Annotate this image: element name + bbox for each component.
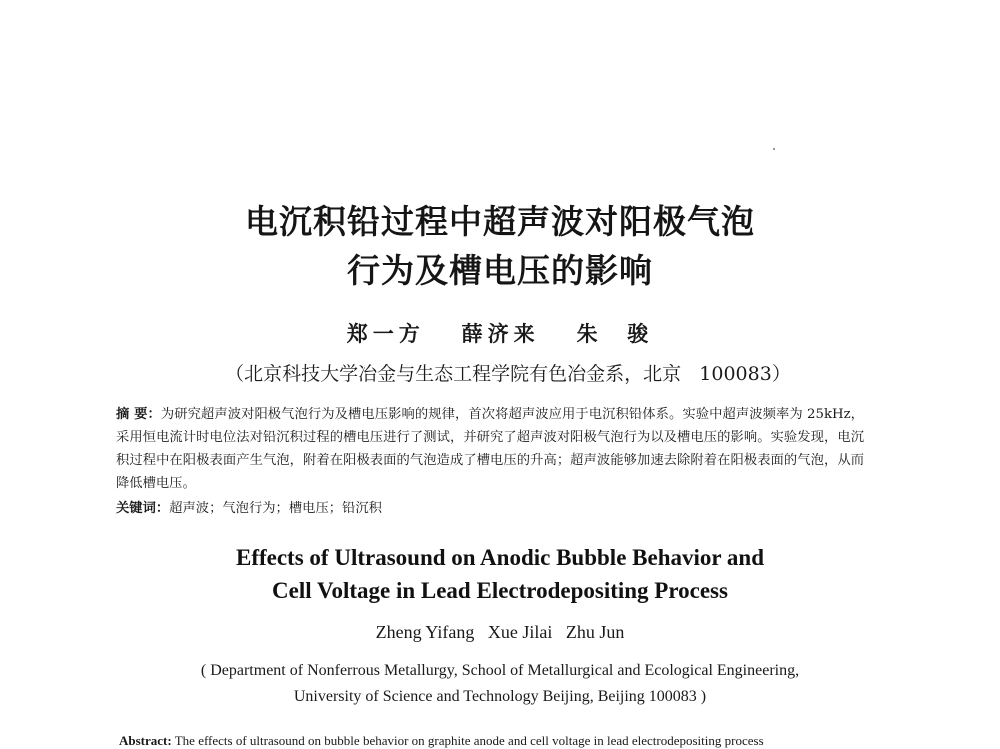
chinese-abstract <box>116 403 864 495</box>
scan-speck <box>773 148 775 150</box>
chinese-title-line-1: 电沉积铅过程中超声波对阳极气泡 <box>245 202 755 241</box>
chinese-authors: 郑一方 薛济来 朱 骏 <box>346 321 654 346</box>
chinese-title-line-2: 行为及槽电压的影响 <box>347 251 653 290</box>
english-abstract-label: Abstract: <box>119 733 172 748</box>
english-affiliation-line-1: ( Department of Nonferrous Metallurgy, School of Metallurgical and Ecological Engineering, <box>200 662 800 679</box>
chinese-abstract-label: 摘 要： <box>116 407 161 422</box>
english-title-line-2: Cell Voltage in Lead Electrodepositing Process <box>272 578 728 603</box>
english-authors: Zheng Yifang Xue Jilai Zhu Jun <box>375 622 625 642</box>
english-abstract <box>119 733 859 749</box>
english-affiliation-line-2: University of Science and Technology Beijing, Beijing 100083 ) <box>293 688 707 705</box>
chinese-keywords <box>116 497 382 516</box>
chinese-affiliation: （北京科技大学冶金与生态工程学院有色冶金系，北京 100083） <box>225 363 791 385</box>
chinese-keywords-label: 关键词： <box>116 501 170 516</box>
chinese-abstract-text: 为研究超声波对阳极气泡行为及槽电压影响的规律，首次将超声波应用于电沉积铅体系。实验中超声波频率为 25kHz，采用恒电流计时电位法对铅沉积过程的槽电压进行了测试，并研究了超声波对阳极气泡行为以及槽电压的影响。实验发现，电沉积过程中在阳极表面产生气泡，附着在阳极表面的气泡造成了槽电压的升高；超声波能够加速去除附着在阳极表面的气泡，从而降低槽电压。 <box>116 407 864 491</box>
english-title-line-1: Effects of Ultrasound on Anodic Bubble Behavior and <box>235 545 765 570</box>
english-abstract-text: The effects of ultrasound on bubble behavior on graphite anode and cell voltage in lead electrodepositing process <box>171 733 764 748</box>
chinese-keywords-text: 超声波；气泡行为；槽电压；铅沉积 <box>169 501 382 516</box>
